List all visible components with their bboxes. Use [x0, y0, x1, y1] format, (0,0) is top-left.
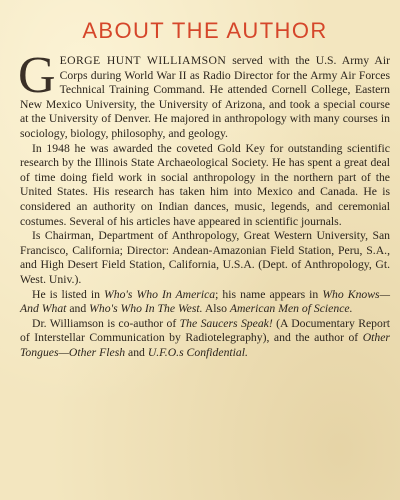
paragraph-2: In 1948 he was awarded the coveted Gold Key for outstanding scientific research by the Illinois State Archaeological Society. He has spent a great deal of time doing field work in social anthropology in the northern part of the United States. His research has taken him into Mexico and Canada. He is considered an authority on Indian dances, music, legends, and ceremonial costumes. Several of his articles have appeared in scientific journals. [20, 141, 390, 228]
paragraph-1 [18, 47, 390, 142]
paragraph-4 [20, 288, 390, 317]
paragraph-3: Is Chairman, Department of Anthropology, Great Western University, San Francisco, California; Director: Andean-Amazonian Field Station, Peru, S.A., and High Desert Field Station, California, U.S.A. (Dept. of Anthropology, Gt. West. Univ.). [20, 229, 390, 286]
book-title: American Men of Science. [229, 302, 353, 316]
book-title: Other Tongues—Other Flesh [20, 331, 390, 359]
book-title: Who's Who In America [104, 287, 216, 301]
text-run: (A Documentary Report of Interstellar Communication by Radiotelegraphy), and the author of [20, 316, 390, 345]
author-name: EORGE HUNT WILLIAMSON [59, 54, 227, 67]
paragraph-5 [20, 317, 390, 361]
text-run: and [66, 302, 90, 316]
text-run: and [125, 345, 148, 359]
text-run: Dr. Williamson is co-author of [32, 316, 180, 330]
page-title: ABOUT THE AUTHOR [82, 18, 328, 43]
paragraph-1-text: served with the U.S. Army Air Corps during World War II as Radio Director for the Army Air Forces Technical Training Command. He attended Cornell College, Eastern New Mexico University, the University of Arizona, and took a special course at the University of Denver. He majored in anthropology with many courses in sociology, biology, philosophy, and geology. [20, 54, 390, 140]
book-title: Who's Who In The West. [89, 302, 203, 316]
text-run: Also [202, 302, 230, 316]
text-run: He is listed in [32, 287, 104, 301]
book-title: The Saucers Speak! [179, 316, 273, 330]
text-run: ; his name appears in [215, 287, 323, 301]
drop-cap: G [18, 47, 56, 104]
book-title: Who Knows—And What [20, 287, 390, 316]
book-title: U.F.O.s Confidential. [147, 345, 248, 359]
biography-text [18, 47, 390, 360]
